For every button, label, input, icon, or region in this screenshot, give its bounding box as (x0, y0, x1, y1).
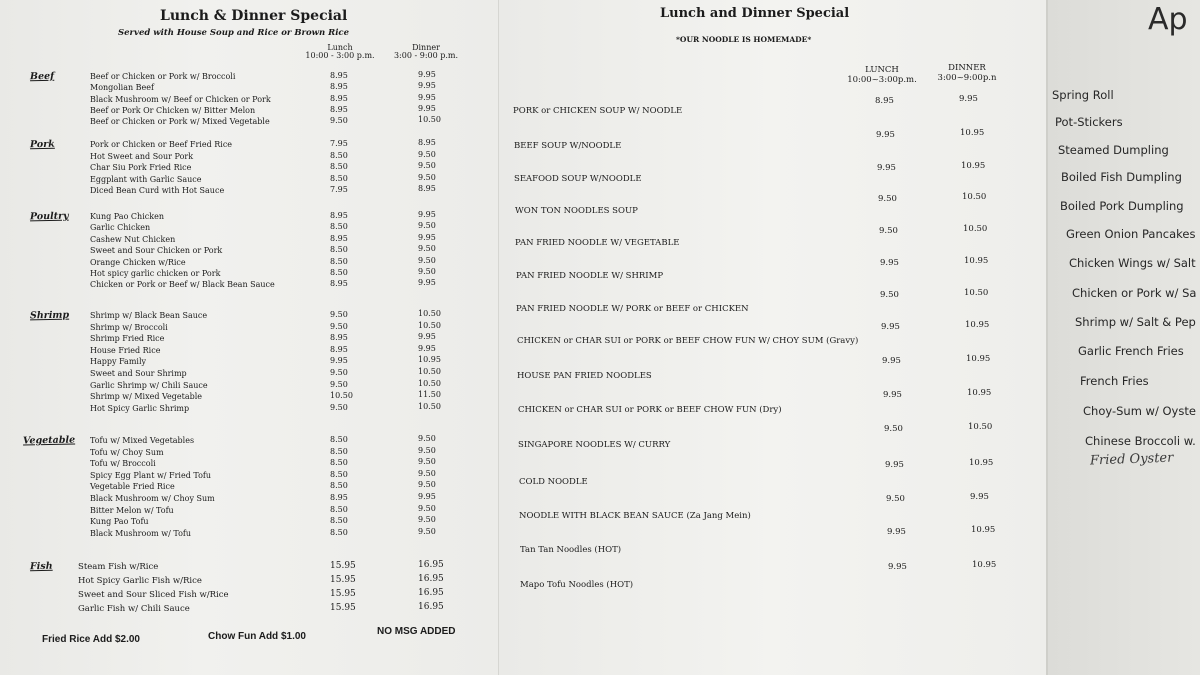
dinner-price: 9.95 (418, 332, 436, 342)
noodle-lunch-price: 9.95 (885, 460, 904, 470)
right-menu-page (1046, 0, 1200, 675)
middle-lunch-label: LUNCH (865, 65, 899, 75)
category-label-beef: Beef (29, 70, 55, 83)
right-menu-title: Ap (1148, 2, 1188, 37)
noodle-lunch-price: 9.50 (884, 424, 903, 434)
lunch-price: 9.50 (330, 379, 348, 389)
appetizer-item: Chinese Broccoli w. (1085, 434, 1196, 448)
menu-item-name: Vegetable Fried Rice (90, 482, 175, 492)
left-menu-page (0, 0, 498, 675)
dinner-price: 9.50 (418, 503, 436, 513)
dinner-price: 9.95 (418, 343, 436, 353)
dinner-price: 9.95 (418, 492, 436, 501)
noodle-item-name: SINGAPORE NOODLES W/ CURRY (518, 440, 671, 450)
middle-dinner-time: 3:00~9:00p.n (937, 73, 997, 83)
noodle-dinner-price: 10.95 (961, 161, 986, 171)
lunch-price: 8.50 (330, 150, 348, 160)
dinner-price: 10.95 (418, 355, 441, 365)
menu-item-name: Mongolian Beef (90, 83, 154, 93)
dinner-price: 16.95 (418, 602, 444, 612)
noodle-dinner-price: 10.95 (965, 320, 990, 330)
left-dinner-time: 3:00 - 9:00 p.m. (393, 51, 459, 60)
middle-lunch-header (843, 65, 921, 85)
lunch-price: 9.50 (330, 310, 348, 319)
dinner-price: 16.95 (418, 560, 444, 570)
menu-item-name: Hot Spicy Garlic Shrimp (90, 403, 190, 413)
menu-item-name: Hot spicy garlic chicken or Pork (90, 269, 221, 278)
menu-item-name: Kung Pao Tofu (90, 517, 149, 527)
dinner-price: 9.95 (418, 210, 436, 219)
dinner-price: 9.95 (418, 70, 436, 79)
appetizer-item: Spring Roll (1052, 88, 1114, 102)
menu-item-name: Diced Bean Curd with Hot Sauce (90, 186, 225, 195)
noodle-lunch-price: 9.95 (876, 130, 895, 140)
category-label-shrimp: Shrimp (29, 309, 70, 322)
category-label-pork: Pork (29, 138, 55, 151)
left-menu-title: Lunch & Dinner Special (160, 8, 348, 24)
menu-item-name: Char Siu Pork Fried Rice (90, 163, 192, 172)
dinner-price: 9.50 (418, 149, 436, 159)
menu-item-name: Shrimp Fried Rice (90, 334, 165, 344)
dinner-price: 9.50 (418, 480, 436, 490)
appetizer-item: Garlic French Fries (1078, 344, 1184, 358)
appetizer-item: Boiled Pork Dumpling (1060, 199, 1184, 213)
noodle-lunch-price: 9.50 (880, 290, 899, 300)
lunch-price: 7.95 (330, 185, 348, 194)
lunch-price: 15.95 (330, 575, 356, 585)
menu-item-name: Sweet and Sour Chicken or Pork (90, 246, 223, 256)
noodle-item-name: CHICKEN or CHAR SUI or PORK or BEEF CHOW FUN (Dry) (518, 405, 782, 415)
menu-item-name: Garlic Shrimp w/ Chili Sauce (90, 380, 208, 390)
lunch-price: 8.50 (330, 469, 348, 479)
dinner-price: 9.95 (418, 232, 436, 242)
menu-item-name: Shrimp w/ Broccoli (90, 322, 168, 332)
dinner-price: 8.95 (418, 184, 436, 193)
middle-dinner-label: DINNER (948, 63, 986, 73)
appetizer-item: Shrimp w/ Salt & Pep (1075, 315, 1196, 329)
menu-item-name: Eggplant with Garlic Sauce (90, 174, 202, 184)
dinner-price: 9.50 (418, 255, 436, 265)
menu-item-name: Hot Sweet and Sour Pork (90, 151, 194, 161)
noodle-lunch-price: 9.50 (879, 226, 898, 236)
lunch-price: 8.50 (330, 245, 348, 255)
noodle-item-name: Mapo Tofu Noodles (HOT) (520, 580, 634, 590)
menu-item-name: Black Mushroom w/ Choy Sum (90, 494, 215, 503)
noodle-item-name: BEEF SOUP W/NOODLE (514, 141, 622, 151)
noodle-dinner-price: 10.95 (969, 458, 994, 468)
appetizer-item: Chicken or Pork w/ Sa (1072, 286, 1197, 300)
no-msg-note: NO MSG ADDED (377, 626, 456, 637)
noodle-lunch-price: 9.95 (881, 322, 900, 332)
dinner-price: 9.50 (418, 468, 436, 478)
lunch-price: 8.50 (330, 268, 348, 277)
dinner-price: 16.95 (418, 574, 444, 584)
noodle-dinner-price: 10.50 (964, 288, 989, 298)
menu-item-name: Beef or Pork Or Chicken w/ Bitter Melon (90, 105, 256, 115)
menu-item-name: Orange Chicken w/Rice (90, 257, 186, 267)
dinner-price: 9.95 (418, 92, 436, 102)
category-label-vegetable: Vegetable (22, 434, 76, 447)
menu-item-name: Black Mushroom w/ Beef or Chicken or Pork (90, 94, 271, 104)
lunch-price: 8.50 (330, 222, 348, 232)
noodle-lunch-price: 9.95 (880, 258, 899, 268)
noodle-lunch-price: 8.95 (875, 96, 894, 106)
dinner-price: 10.50 (418, 115, 441, 125)
category-label-fish: Fish (29, 560, 53, 573)
appetizer-item: Pot-Stickers (1055, 115, 1123, 129)
noodle-item-name: PORK or CHICKEN SOUP W/ NOODLE (513, 106, 683, 116)
appetizer-item: French Fries (1080, 374, 1149, 388)
appetizer-item: Steamed Dumpling (1058, 143, 1169, 157)
left-lunch-label: Lunch (327, 43, 353, 52)
noodle-dinner-price: 10.95 (967, 388, 992, 398)
dinner-price: 9.50 (418, 221, 436, 231)
lunch-price: 9.50 (330, 116, 348, 126)
menu-item-name: Sweet and Sour Shrimp (90, 369, 187, 378)
lunch-price: 8.50 (330, 435, 348, 444)
lunch-price: 8.95 (330, 93, 348, 103)
noodle-item-name: NOODLE WITH BLACK BEAN SAUCE (Za Jang Mein) (519, 511, 751, 521)
lunch-price: 9.50 (330, 402, 348, 412)
menu-item-name: Sweet and Sour Sliced Fish w/Rice (78, 590, 229, 600)
dinner-price: 9.50 (418, 161, 436, 170)
noodle-item-name: CHICKEN or CHAR SUI or PORK or BEEF CHOW FUN W/ CHOY SUM (Gravy) (517, 336, 859, 346)
menu-item-name: Tofu w/ Choy Sum (90, 447, 164, 457)
menu-item-name: Black Mushroom w/ Tofu (90, 528, 191, 538)
noodle-item-name: WON TON NOODLES SOUP (515, 206, 638, 216)
menu-item-name: Happy Family (90, 357, 147, 367)
lunch-price: 8.95 (330, 82, 348, 92)
noodle-dinner-price: 9.95 (959, 94, 978, 104)
noodle-lunch-price: 9.95 (888, 562, 907, 572)
middle-menu-title: Lunch and Dinner Special (660, 6, 850, 21)
dinner-price: 9.50 (418, 434, 436, 443)
middle-menu-page (498, 0, 1046, 675)
menu-item-name: Shrimp w/ Black Bean Sauce (90, 311, 208, 320)
left-dinner-header (388, 44, 464, 60)
lunch-price: 8.50 (330, 504, 348, 514)
lunch-price: 7.95 (330, 139, 348, 148)
noodle-item-name: PAN FRIED NOODLE W/ VEGETABLE (515, 238, 680, 248)
dinner-price: 10.50 (418, 320, 441, 330)
left-lunch-header (302, 44, 378, 60)
noodle-item-name: PAN FRIED NOODLE W/ PORK or BEEF or CHICKEN (516, 304, 749, 314)
menu-item-name: Beef or Chicken or Pork w/ Mixed Vegetable (90, 117, 270, 127)
lunch-price: 9.95 (330, 356, 348, 366)
noodle-item-name: PAN FRIED NOODLE W/ SHRIMP (516, 271, 664, 281)
noodle-lunch-price: 9.95 (882, 356, 901, 366)
lunch-price: 9.50 (330, 321, 348, 331)
menu-item-name: Chicken or Pork or Beef w/ Black Bean Sauce (90, 280, 275, 290)
noodle-item-name: COLD NOODLE (519, 477, 588, 487)
menu-item-name: Hot Spicy Garlic Fish w/Rice (78, 576, 202, 586)
noodle-lunch-price: 9.95 (877, 163, 896, 173)
dinner-price: 16.95 (418, 588, 444, 598)
menu-item-name: Tofu w/ Mixed Vegetables (90, 436, 195, 445)
dinner-price: 9.50 (418, 267, 436, 276)
noodle-dinner-price: 10.95 (966, 354, 991, 364)
menu-item-name: Garlic Fish w/ Chili Sauce (78, 604, 190, 614)
menu-item-name: Pork or Chicken or Beef Fried Rice (90, 140, 233, 149)
lunch-price: 9.50 (330, 368, 348, 377)
noodle-dinner-price: 10.50 (962, 192, 987, 202)
lunch-price: 8.95 (330, 344, 348, 354)
menu-item-name: House Fried Rice (90, 345, 161, 355)
lunch-price: 8.50 (330, 256, 348, 266)
noodle-dinner-price: 10.95 (971, 525, 996, 535)
lunch-price: 8.95 (330, 233, 348, 243)
lunch-price: 8.50 (330, 162, 348, 171)
noodle-dinner-price: 10.50 (968, 422, 993, 432)
lunch-price: 15.95 (330, 561, 356, 571)
dinner-price: 9.50 (418, 515, 436, 525)
category-label-poultry: Poultry (29, 210, 69, 223)
dinner-price: 10.50 (418, 401, 441, 411)
menu-item-name: Cashew Nut Chicken (90, 234, 176, 244)
lunch-price: 8.95 (330, 71, 348, 80)
noodle-item-name: SEAFOOD SOUP W/NOODLE (514, 174, 642, 184)
left-menu-subtitle: Served with House Soup and Rice or Brown Rice (118, 28, 350, 38)
lunch-price: 8.95 (330, 211, 348, 220)
lunch-price: 8.50 (330, 458, 348, 468)
middle-dinner-header (929, 63, 1005, 83)
noodle-item-name: Tan Tan Noodles (HOT) (520, 545, 622, 555)
appetizer-item: Boiled Fish Dumpling (1061, 170, 1182, 184)
dinner-price: 10.50 (418, 367, 441, 376)
lunch-price: 8.50 (330, 173, 348, 183)
noodle-lunch-price: 9.50 (886, 494, 905, 504)
left-dinner-label: Dinner (412, 43, 440, 52)
middle-lunch-time: 10:00~3:00p.m. (847, 75, 917, 85)
noodle-dinner-price: 9.95 (970, 492, 989, 502)
dinner-price: 9.95 (418, 81, 436, 91)
menu-item-name: Steam Fish w/Rice (78, 562, 159, 572)
menu-item-name: Shrimp w/ Mixed Vegetable (90, 392, 203, 402)
dinner-price: 8.95 (418, 138, 436, 147)
fried-rice-add-note: Fried Rice Add $2.00 (42, 634, 140, 645)
noodle-lunch-price: 9.95 (887, 527, 906, 537)
lunch-price: 8.50 (330, 527, 348, 537)
lunch-price: 8.50 (330, 481, 348, 491)
lunch-price: 8.50 (330, 516, 348, 526)
dinner-price: 10.50 (418, 309, 441, 318)
lunch-price: 8.50 (330, 446, 348, 456)
appetizer-item: Choy-Sum w/ Oyste (1083, 404, 1196, 418)
dinner-price: 9.95 (418, 103, 436, 113)
noodle-dinner-price: 10.50 (963, 224, 988, 234)
menu-item-name: Beef or Chicken or Pork w/ Broccoli (90, 72, 236, 81)
noodle-dinner-price: 10.95 (960, 128, 985, 138)
lunch-price: 8.95 (330, 493, 348, 502)
chow-fun-add-note: Chow Fun Add $1.00 (208, 631, 306, 642)
menu-item-name: Bitter Melon w/ Tofu (90, 505, 174, 515)
lunch-price: 8.95 (330, 104, 348, 114)
noodle-lunch-price: 9.95 (883, 390, 902, 400)
noodle-dinner-price: 10.95 (972, 560, 997, 570)
dinner-price: 9.50 (418, 526, 436, 536)
lunch-price: 8.95 (330, 279, 348, 289)
menu-item-name: Kung Pao Chicken (90, 212, 164, 221)
handwritten-fried-oyster: Fried Oyster (1089, 450, 1174, 469)
dinner-price: 11.50 (418, 390, 441, 400)
appetizer-item: Green Onion Pancakes (1066, 227, 1196, 241)
left-lunch-time: 10:00 - 3:00 p.m. (305, 51, 375, 60)
dinner-price: 9.50 (418, 457, 436, 467)
lunch-price: 15.95 (330, 603, 356, 613)
menu-item-name: Garlic Chicken (90, 223, 151, 233)
dinner-price: 9.50 (418, 244, 436, 254)
middle-menu-subtitle: *OUR NOODLE IS HOMEMADE* (676, 35, 812, 44)
noodle-dinner-price: 10.95 (964, 256, 989, 266)
dinner-price: 9.50 (418, 445, 436, 455)
dinner-price: 9.95 (418, 278, 436, 288)
dinner-price: 10.50 (418, 378, 441, 388)
lunch-price: 8.95 (330, 333, 348, 343)
lunch-price: 10.50 (330, 391, 353, 401)
noodle-lunch-price: 9.50 (878, 194, 897, 204)
noodle-item-name: HOUSE PAN FRIED NOODLES (517, 371, 652, 381)
menu-item-name: Spicy Egg Plant w/ Fried Tofu (90, 470, 212, 480)
appetizer-item: Chicken Wings w/ Salt (1069, 256, 1196, 270)
lunch-price: 15.95 (330, 589, 356, 599)
dinner-price: 9.50 (418, 172, 436, 182)
menu-item-name: Tofu w/ Broccoli (90, 459, 156, 469)
